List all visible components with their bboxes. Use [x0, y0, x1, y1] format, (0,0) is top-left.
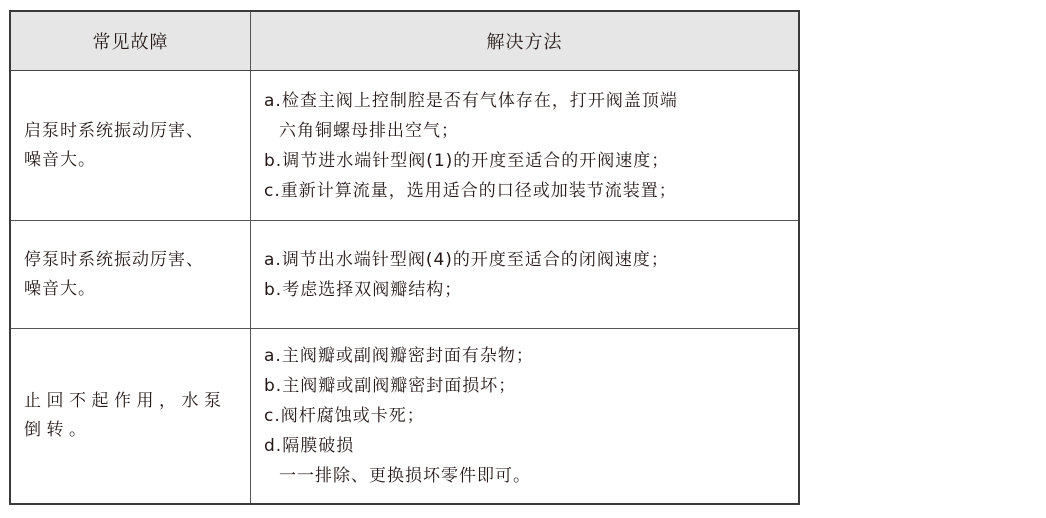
header-fault — [11, 12, 251, 71]
troubleshooting-table — [9, 10, 800, 505]
solution-line: a.调节出水端针型阀(4)的开度至适合的闭阀速度； — [264, 249, 669, 270]
solution-line: b.调节进水端针型阀(1)的开度至适合的开阀速度； — [264, 150, 670, 171]
solution-line: 一一排除、更换损坏零件即可。 — [279, 466, 531, 486]
solution-line: c.重新计算流量，选用适合的口径或加装节流装置； — [264, 180, 677, 201]
fault-line: 停泵时系统振动厉害、 — [24, 249, 204, 270]
solution-cell-2 — [251, 221, 798, 329]
header-solution — [251, 12, 798, 71]
solution-line: d.隔膜破损 — [264, 436, 355, 456]
solution-list-2 — [264, 245, 669, 305]
fault-text-2 — [24, 246, 204, 304]
solution-line: b.考虑选择双阀瓣结构； — [264, 279, 463, 300]
solution-cell-3 — [251, 329, 798, 503]
fault-line: 噪音大。 — [24, 278, 96, 299]
solution-line: 六角铜螺母排出空气； — [279, 120, 459, 141]
fault-cell-3 — [11, 329, 251, 503]
fault-line: 噪音大。 — [24, 149, 96, 170]
solution-line: c.阀杆腐蚀或卡死； — [264, 406, 425, 426]
fault-cell-2 — [11, 221, 251, 329]
solution-cell-1 — [251, 71, 798, 221]
fault-line: 倒转。 — [24, 420, 92, 440]
fault-line: 启泵时系统振动厉害、 — [24, 120, 204, 141]
fault-cell-1 — [11, 71, 251, 221]
solution-list-1 — [264, 86, 678, 206]
solution-line: a.检查主阀上控制腔是否有气体存在，打开阀盖顶端 — [264, 90, 678, 111]
solution-line: a.主阀瓣或副阀瓣密封面有杂物； — [264, 346, 534, 366]
fault-text-3 — [24, 387, 227, 445]
solution-line: b.主阀瓣或副阀瓣密封面损坏； — [264, 376, 517, 396]
header-solution-label: 解决方法 — [486, 32, 563, 53]
fault-line: 止回不起作用，水泵 — [24, 391, 227, 411]
fault-text-1 — [24, 117, 204, 175]
header-fault-label: 常见故障 — [92, 32, 169, 53]
solution-list-3 — [264, 341, 534, 491]
